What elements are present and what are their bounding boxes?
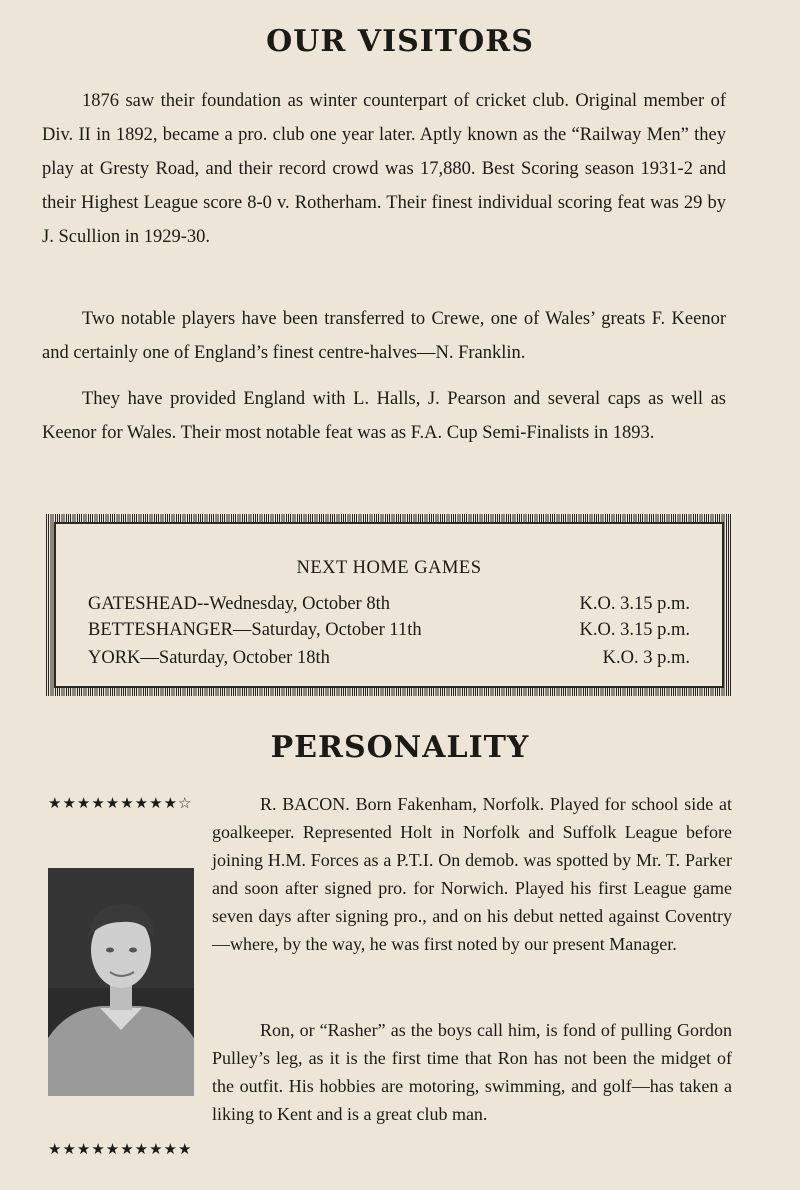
visitors-paragraph-honours: They have provided England with L. Halls, J. Pearson and several caps as well as Keenor for Wales. Their most notable feat was as F.A. Cup Semi-Finalists in 1893. (42, 389, 726, 443)
stars-top-divider: ★★★★★★★★★☆ (48, 794, 193, 812)
game-kickoff: K.O. 3.15 p.m. (579, 620, 690, 640)
personality-title: PERSONALITY (270, 730, 530, 765)
stars-bottom-divider: ★★★★★★★★★★ (48, 1140, 193, 1158)
player-portrait-image (48, 868, 194, 1096)
next-home-games-frame (54, 522, 724, 688)
game-row (88, 594, 690, 620)
game-row (88, 648, 690, 674)
visitors-title: OUR VISITORS (266, 24, 534, 59)
game-fixture: YORK—Saturday, October 18th (88, 648, 330, 668)
visitors-paragraph-transfers: Two notable players have been transferred to Crewe, one of Wales’ greats F. Keenor and certainly one of England’s finest centre-halves—N. Franklin. (42, 309, 726, 363)
game-row (88, 620, 690, 646)
game-kickoff: K.O. 3 p.m. (602, 648, 690, 668)
game-fixture: GATESHEAD--Wednesday, October 8th (88, 594, 390, 614)
next-home-games-box (46, 514, 732, 696)
player-bio-paragraph: R. BACON. Born Fakenham, Norfolk. Played for school side at goalkeeper. Represented Holt in Norfolk and Suffolk League before joining H.M. Forces as a P.T.I. On demob. was spotted by Mr. T. Parker and soon after signed pro. for Norwich. Played his first League game seven days after signing pro., and on his debut netted against Coventry—where, by the way, he was first noted by our present Manager. (212, 794, 732, 954)
next-home-games-heading: NEXT HOME GAMES (296, 558, 482, 578)
visitors-paragraph-history: 1876 saw their foundation as winter counterpart of cricket club. Original member of Div. II in 1892, became a pro. club one year later. Aptly known as the “Railway Men” they play at Gresty Road, and their record crowd was 17,880. Best Scoring season 1931-2 and their Highest League score 8-0 v. Rotherham. Their finest individual scoring feat was 29 by J. Scullion in 1929-30. (42, 91, 726, 247)
player-bio-paragraph: Ron, or “Rasher” as the boys call him, is fond of pulling Gordon Pulley’s leg, as it is the first time that Ron has not been the midget of the outfit. His hobbies are motoring, swimming, and golf—has taken a liking to Kent and is a great club man. (212, 1020, 732, 1124)
player-photo (48, 868, 194, 1096)
game-fixture: BETTESHANGER—Saturday, October 11th (88, 620, 422, 640)
game-kickoff: K.O. 3.15 p.m. (579, 594, 690, 614)
